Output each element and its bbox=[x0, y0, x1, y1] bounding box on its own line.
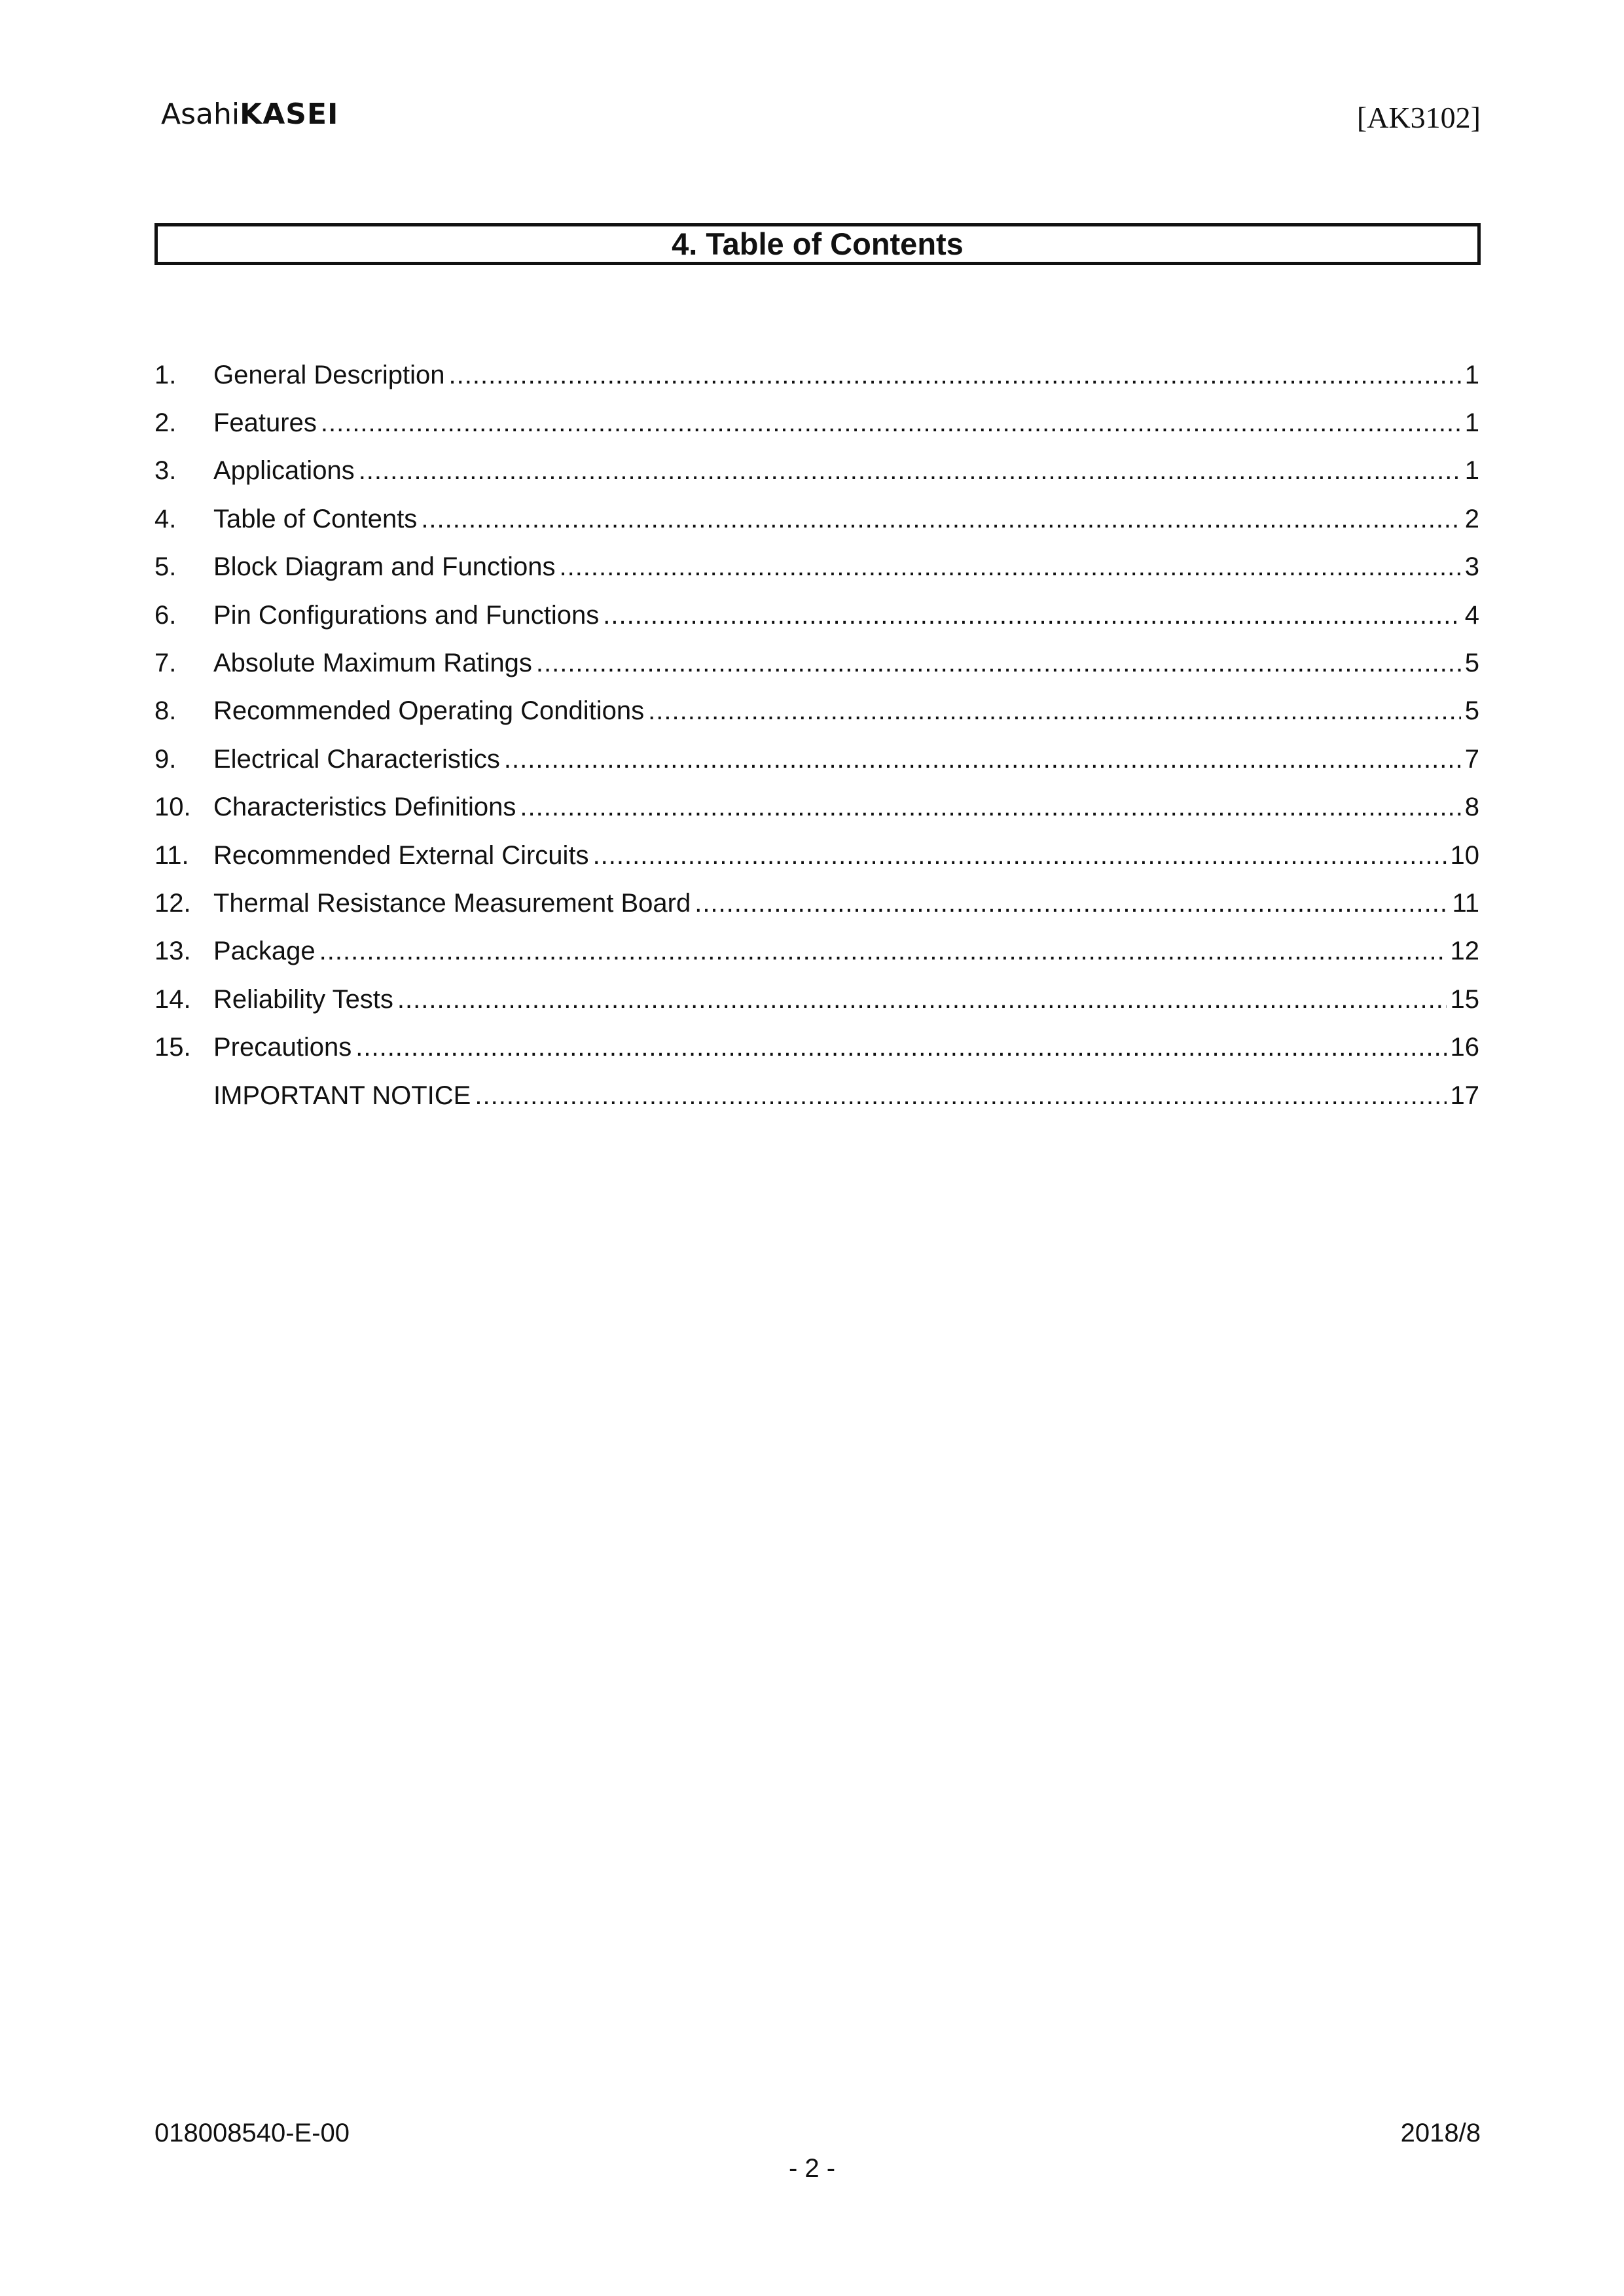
toc-title: Table of Contents bbox=[213, 504, 418, 533]
footer-page-number: - 2 - bbox=[788, 2154, 836, 2183]
toc-dot-leader bbox=[421, 503, 1460, 535]
toc-entry[interactable] bbox=[154, 927, 1479, 975]
toc-dot-leader bbox=[603, 600, 1461, 631]
toc-entry[interactable] bbox=[154, 879, 1479, 927]
toc-title: Recommended Operating Conditions bbox=[213, 696, 645, 726]
toc-page-number: 7 bbox=[1464, 744, 1479, 774]
toc-page-number: 10 bbox=[1450, 840, 1479, 870]
toc-entry[interactable] bbox=[154, 1071, 1479, 1119]
toc-page-number: 1 bbox=[1464, 360, 1479, 389]
toc-entry[interactable] bbox=[154, 783, 1479, 831]
toc-page-number: 12 bbox=[1450, 937, 1479, 966]
toc-entry[interactable] bbox=[154, 351, 1479, 399]
toc-entry[interactable] bbox=[154, 831, 1479, 879]
toc-entry[interactable] bbox=[154, 399, 1479, 446]
table-of-contents bbox=[154, 351, 1479, 1119]
toc-page-number: 4 bbox=[1464, 600, 1479, 630]
logo-text-asahi: Asahi bbox=[161, 98, 240, 131]
toc-entry[interactable] bbox=[154, 591, 1479, 639]
footer-document-code: 018008540-E-00 bbox=[154, 2119, 350, 2147]
logo-text-kasei: KASEI bbox=[240, 98, 339, 131]
toc-page-number: 3 bbox=[1464, 552, 1479, 582]
toc-number: 1. bbox=[154, 360, 177, 389]
toc-title: Recommended External Circuits bbox=[213, 840, 589, 870]
toc-dot-leader bbox=[504, 744, 1461, 775]
toc-page-number: 1 bbox=[1464, 408, 1479, 438]
toc-dot-leader bbox=[319, 935, 1447, 967]
toc-title: Block Diagram and Functions bbox=[213, 552, 556, 582]
toc-number: 6. bbox=[154, 600, 177, 630]
toc-entry[interactable] bbox=[154, 735, 1479, 783]
toc-dot-leader bbox=[536, 647, 1461, 679]
toc-title: Precautions bbox=[213, 1033, 352, 1062]
toc-page-number: 5 bbox=[1464, 696, 1479, 726]
toc-dot-leader bbox=[321, 407, 1461, 439]
section-title: 4. Table of Contents bbox=[672, 226, 964, 261]
toc-number: 9. bbox=[154, 744, 177, 774]
toc-number: 8. bbox=[154, 696, 177, 726]
toc-title: Electrical Characteristics bbox=[213, 744, 500, 774]
toc-title: Applications bbox=[213, 456, 355, 486]
toc-number: 14. bbox=[154, 984, 191, 1014]
toc-dot-leader bbox=[359, 455, 1461, 486]
toc-title: IMPORTANT NOTICE bbox=[213, 1081, 471, 1110]
toc-page-number: 5 bbox=[1464, 649, 1479, 678]
toc-number: 12. bbox=[154, 888, 191, 918]
toc-number: 7. bbox=[154, 649, 177, 678]
toc-dot-leader bbox=[449, 359, 1461, 391]
toc-entry[interactable] bbox=[154, 687, 1479, 735]
toc-entry[interactable] bbox=[154, 1023, 1479, 1071]
toc-number: 11. bbox=[154, 840, 189, 870]
footer-date: 2018/8 bbox=[1400, 2119, 1481, 2147]
toc-dot-leader bbox=[648, 695, 1461, 726]
toc-title: Features bbox=[213, 408, 317, 438]
toc-number: 10. bbox=[154, 793, 191, 822]
toc-page-number: 11 bbox=[1452, 888, 1479, 918]
toc-entry[interactable] bbox=[154, 639, 1479, 687]
toc-entry[interactable] bbox=[154, 447, 1479, 495]
document-id: [AK3102] bbox=[1356, 101, 1481, 134]
toc-entry[interactable] bbox=[154, 975, 1479, 1023]
toc-page-number: 17 bbox=[1450, 1081, 1479, 1110]
toc-page-number: 16 bbox=[1450, 1033, 1479, 1062]
toc-dot-leader bbox=[475, 1080, 1446, 1111]
toc-title: Pin Configurations and Functions bbox=[213, 600, 600, 630]
toc-number: 13. bbox=[154, 937, 191, 966]
toc-number: 4. bbox=[154, 504, 177, 533]
asahi-kasei-logo bbox=[161, 95, 338, 134]
toc-entry[interactable] bbox=[154, 543, 1479, 591]
section-title-box bbox=[154, 223, 1481, 265]
toc-page-number: 2 bbox=[1464, 504, 1479, 533]
toc-title: General Description bbox=[213, 360, 445, 389]
toc-page-number: 15 bbox=[1450, 984, 1479, 1014]
toc-page-number: 8 bbox=[1464, 793, 1479, 822]
toc-dot-leader bbox=[520, 791, 1460, 823]
toc-dot-leader bbox=[559, 551, 1460, 583]
toc-title: Reliability Tests bbox=[213, 984, 393, 1014]
toc-dot-leader bbox=[355, 1031, 1446, 1063]
toc-dot-leader bbox=[397, 984, 1447, 1015]
toc-entry[interactable] bbox=[154, 495, 1479, 543]
toc-number: 5. bbox=[154, 552, 177, 582]
toc-title: Absolute Maximum Ratings bbox=[213, 649, 532, 678]
toc-title: Characteristics Definitions bbox=[213, 793, 516, 822]
toc-title: Package bbox=[213, 937, 316, 966]
toc-dot-leader bbox=[593, 840, 1447, 871]
toc-number: 3. bbox=[154, 456, 177, 486]
toc-number: 2. bbox=[154, 408, 177, 438]
toc-page-number: 1 bbox=[1464, 456, 1479, 486]
toc-dot-leader bbox=[695, 888, 1448, 919]
toc-title: Thermal Resistance Measurement Board bbox=[213, 888, 691, 918]
toc-number: 15. bbox=[154, 1033, 191, 1062]
